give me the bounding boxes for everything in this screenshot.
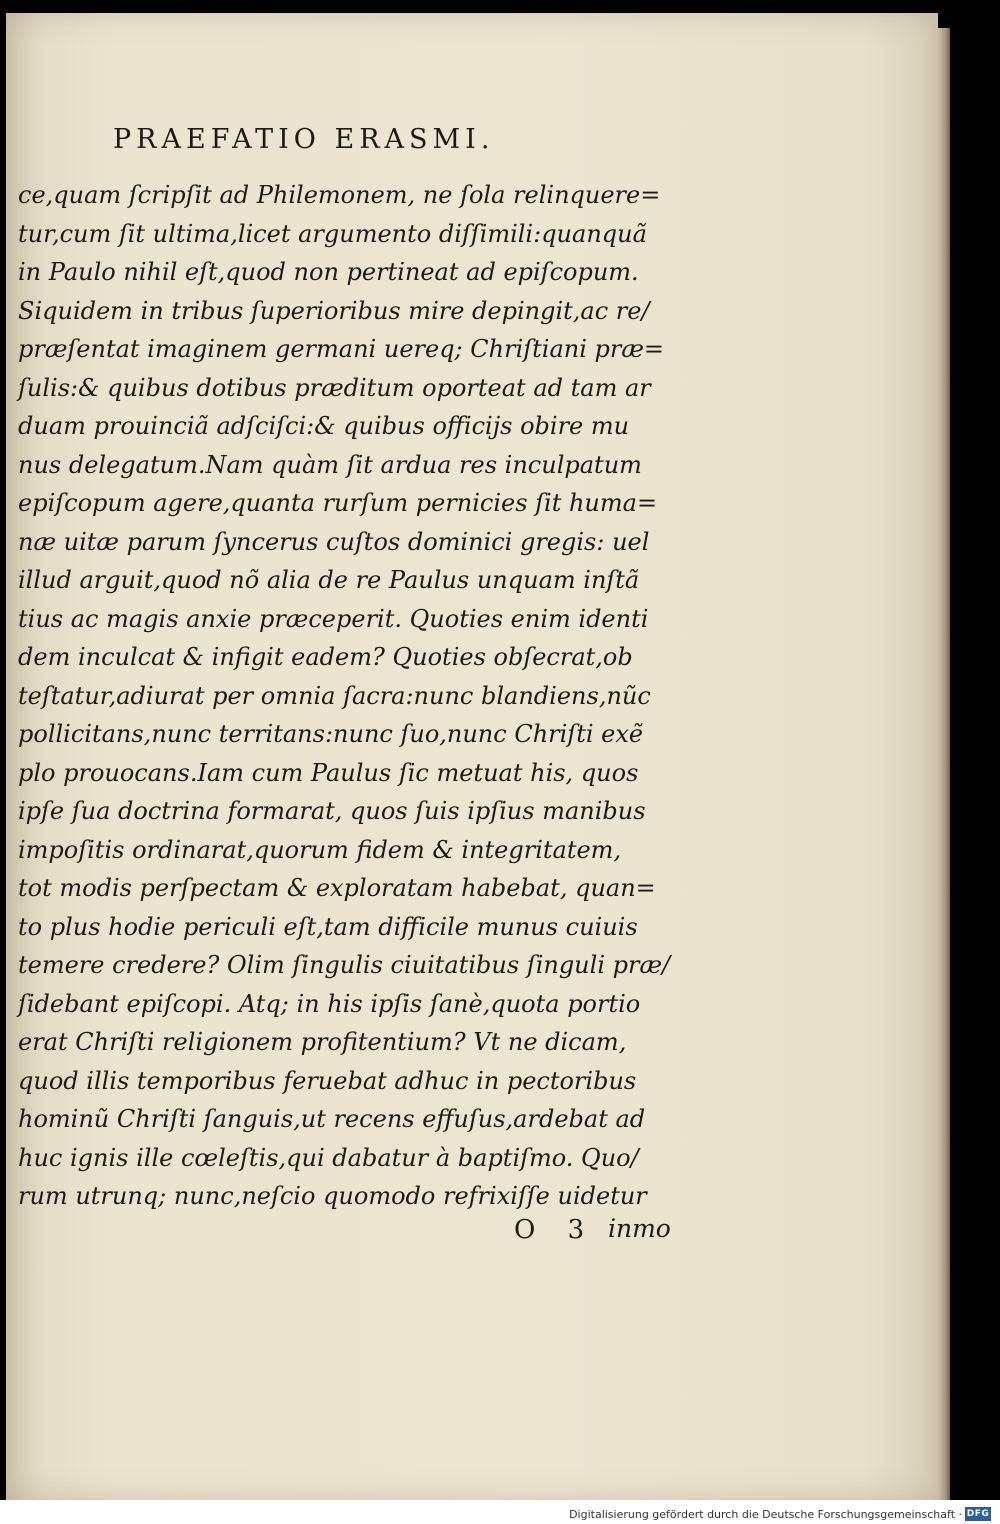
text-line: pollicitans,nunc territans:nunc ſuo,nunc Chriſti exẽ xyxy=(18,720,644,748)
text-line: huc ignis ille cœleſtis,qui dabatur à baptiſmo. Quo/ xyxy=(18,1143,639,1172)
text-line: hominũ Chriſti ſanguis,ut recens effuſus,ardebat ad xyxy=(18,1105,646,1133)
text-line: rum utrunq; nunc,neſcio quomodo refrixiſſe uidetur xyxy=(18,1182,647,1210)
text-line: næ uitæ parum ſyncerus cuſtos dominici gregis: uel xyxy=(18,527,650,556)
text-line: præſentat imaginem germani uereq; Chriſtiani præ= xyxy=(18,335,665,363)
text-line: tur,cum ſit ultima,licet argumento diſſimili:quanquã xyxy=(18,219,647,248)
text-line: erat Chriſti religionem profitentium? Vt ne dicam, xyxy=(18,1028,627,1056)
dfg-logo: DFG xyxy=(966,1509,990,1519)
text-line: plo prouocans.Iam cum Paulus ſic metuat his, quos xyxy=(18,758,639,787)
text-line: Siquidem in tribus ſuperioribus mire depingit,ac re/ xyxy=(18,296,650,325)
page-edge xyxy=(938,28,950,1500)
text-line: dem inculcat & infigit eadem? Quoties obſecrat,ob xyxy=(18,643,633,671)
catchword: inmo xyxy=(608,1214,671,1243)
text-line: epiſcopum agere,quanta rurſum pernicies ſit huma= xyxy=(18,489,658,517)
text-line: illud arguit,quod nõ alia de re Paulus unquam inſtã xyxy=(18,566,640,594)
text-line: impoſitis ordinarat,quorum fidem & integritatem, xyxy=(18,835,622,864)
body-text xyxy=(18,176,678,1216)
text-line: ſidebant epiſcopi. Atq; in his ipſis ſanè,quota portio xyxy=(18,989,641,1018)
text-line: in Paulo nihil eſt,quod non pertineat ad epiſcopum. xyxy=(18,258,639,286)
text-line: tius ac magis anxie præceperit. Quoties enim identi xyxy=(18,604,649,633)
running-head: PRAEFATIO ERASMI. xyxy=(113,124,495,155)
funding-credit: Digitalisierung gefördert durch die Deutsche Forschungsgemeinschaft · xyxy=(569,1508,962,1521)
text-line: quod illis temporibus feruebat adhuc in pectoribus xyxy=(18,1066,637,1095)
text-line: ce,quam ſcripſit ad Philemonem, ne ſola relinquere= xyxy=(18,181,661,209)
text-line: duam prouinciã adſciſci:& quibus officijs obire mu xyxy=(18,412,630,440)
text-line: nus delegatum.Nam quàm ſit ardua res inculpatum xyxy=(18,450,642,479)
text-line: ipſe ſua doctrina formarat, quos ſuis ipſius manibus xyxy=(18,797,646,825)
text-line: to plus hodie periculi eſt,tam difficile munus cuiuis xyxy=(18,912,638,941)
text-line: tot modis perſpectam & exploratam habebat, quan= xyxy=(18,874,656,902)
text-line: temere credere? Olim ſingulis ciuitatibus ſinguli præ/ xyxy=(18,951,671,979)
text-line: teſtatur,adiurat per omnia ſacra:nunc blandiens,nũc xyxy=(18,681,651,710)
text-line: ſulis:& quibus dotibus præditum oporteat ad tam ar xyxy=(18,373,651,402)
signature-mark: O 3 xyxy=(514,1215,597,1245)
